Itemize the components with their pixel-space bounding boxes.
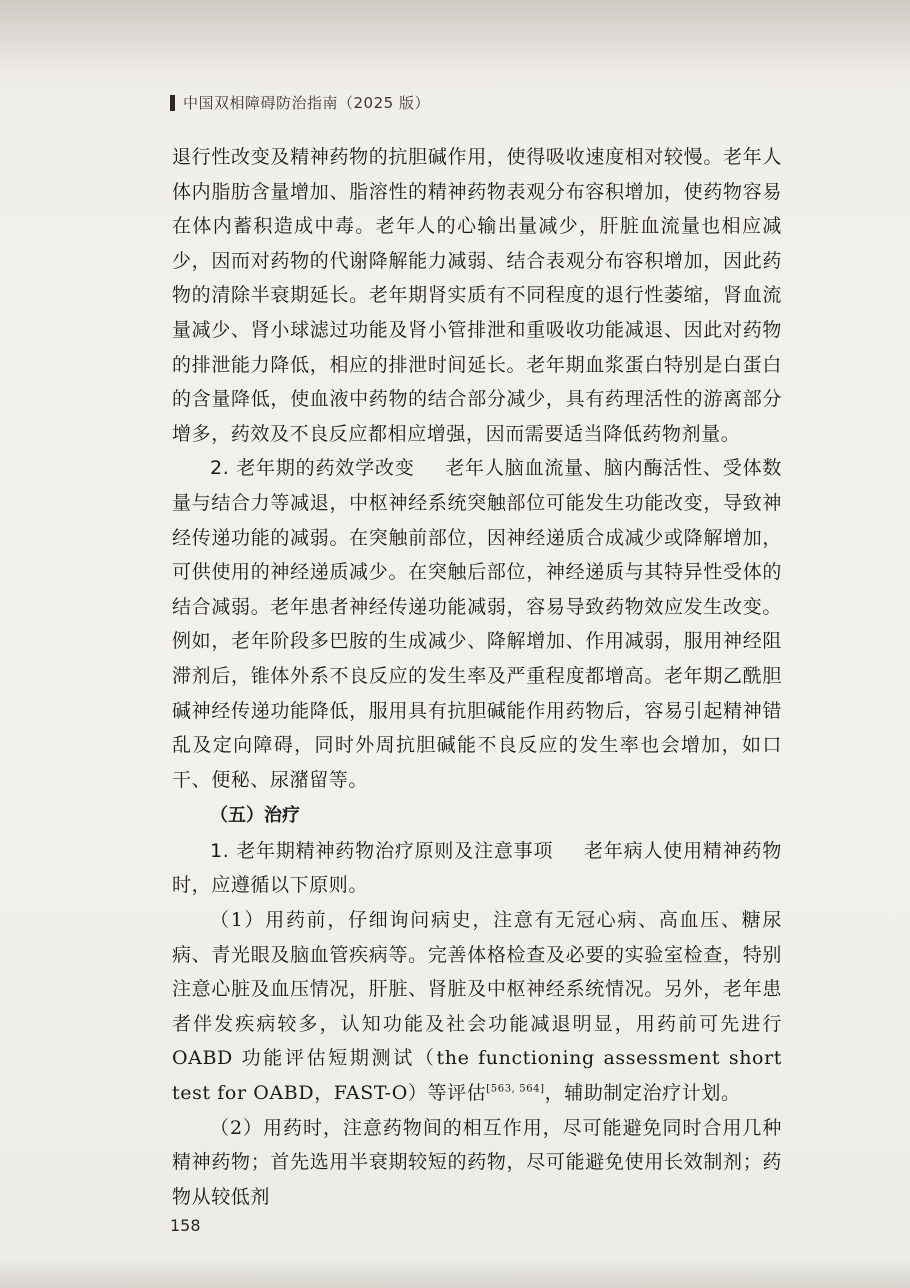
- paragraph-3-text: 老年病人使用精神药物时，应遵循以下原则。: [172, 839, 782, 897]
- paragraph-4-tail: ，辅助制定治疗计划。: [544, 1082, 741, 1105]
- paragraph-1: 退行性改变及精神药物的抗胆碱作用，使得吸收速度相对较慢。老年人体内脂肪含量增加、脂溶性的精神药物表观分布容积增加，使药物容易在体内蓄积造成中毒。老年人的心输出量减少，肝脏血流量也相应减少，因而对药物的代谢降解能力减弱、结合表观分布容积增加，因此药物的清除半衰期延长。老年期肾实质有不同程度的退行性萎缩，肾血流量减少、肾小球滤过功能及肾小管排泄和重吸收功能减退、因此对药物的排泄能力降低，相应的排泄时间延长。老年期血浆蛋白特别是白蛋白的含量降低，使血液中药物的结合部分减少，具有药理活性的游离部分增多，药效及不良反应都相应增强，因而需要适当降低药物剂量。: [172, 146, 782, 445]
- paragraph-3-heading: 1. 老年期精神药物治疗原则及注意事项: [210, 839, 554, 862]
- paragraph-2-heading: 2. 老年期的药效学改变: [210, 457, 415, 480]
- citation-ref: [563, 564]: [486, 1083, 545, 1095]
- page-number: 158: [170, 1216, 201, 1235]
- paragraph-2-text: 老年人脑血流量、脑内酶活性、受体数量与结合力等减退，中枢神经系统突触部位可能发生功能改变，导致神经传递功能的减弱。在突触前部位，因神经递质合成减少或降解增加，可供使用的神经递质减少。在突触后部位，神经递质与其特异性受体的结合减弱。老年患者神经传递功能减弱，容易导致药物效应发生改变。例如，老年阶段多巴胺的生成减少、降解增加、作用减弱，服用神经阻滞剂后，锥体外系不良反应的发生率及严重程度都增高。老年期乙酰胆碱神经传递功能降低，服用具有抗胆碱能作用药物后，容易引起精神错乱及定向障碍，同时外周抗胆碱能不良反应的发生率也会增加，如口干、便秘、尿潴留等。: [172, 457, 782, 791]
- bottom-edge: [0, 1260, 910, 1288]
- running-header: [170, 92, 430, 113]
- header-bar-mark: [170, 95, 175, 111]
- running-title: 中国双相障碍防治指南（2025 版）: [183, 94, 430, 112]
- paragraph-5: （2）用药时，注意药物间的相互作用，尽可能避免同时合用几种精神药物；首先选用半衰期较短的药物，尽可能避免使用长效制剂；药物从较低剂: [172, 1116, 782, 1208]
- paragraph-2: [172, 451, 782, 797]
- section-title-treatment: （五）治疗: [210, 805, 300, 827]
- paragraph-4: [172, 903, 782, 1111]
- paragraph-3: [172, 834, 782, 903]
- paragraph-4-text: （1）用药前，仔细询问病史，注意有无冠心病、高血压、糖尿病、青光眼及脑血管疾病等。完善体格检查及必要的实验室检查，特别注意心脏及血压情况，肝脏、肾脏及中枢神经系统情况。另外，老年患者伴发疾病较多，认知功能及社会功能减退明显，用药前可先进行 OABD 功能评估短期测试（the functioning assessment short test for OABD，FAST-O）等评估: [172, 909, 782, 1105]
- page-body: [172, 140, 782, 1214]
- top-shadow: [0, 0, 910, 70]
